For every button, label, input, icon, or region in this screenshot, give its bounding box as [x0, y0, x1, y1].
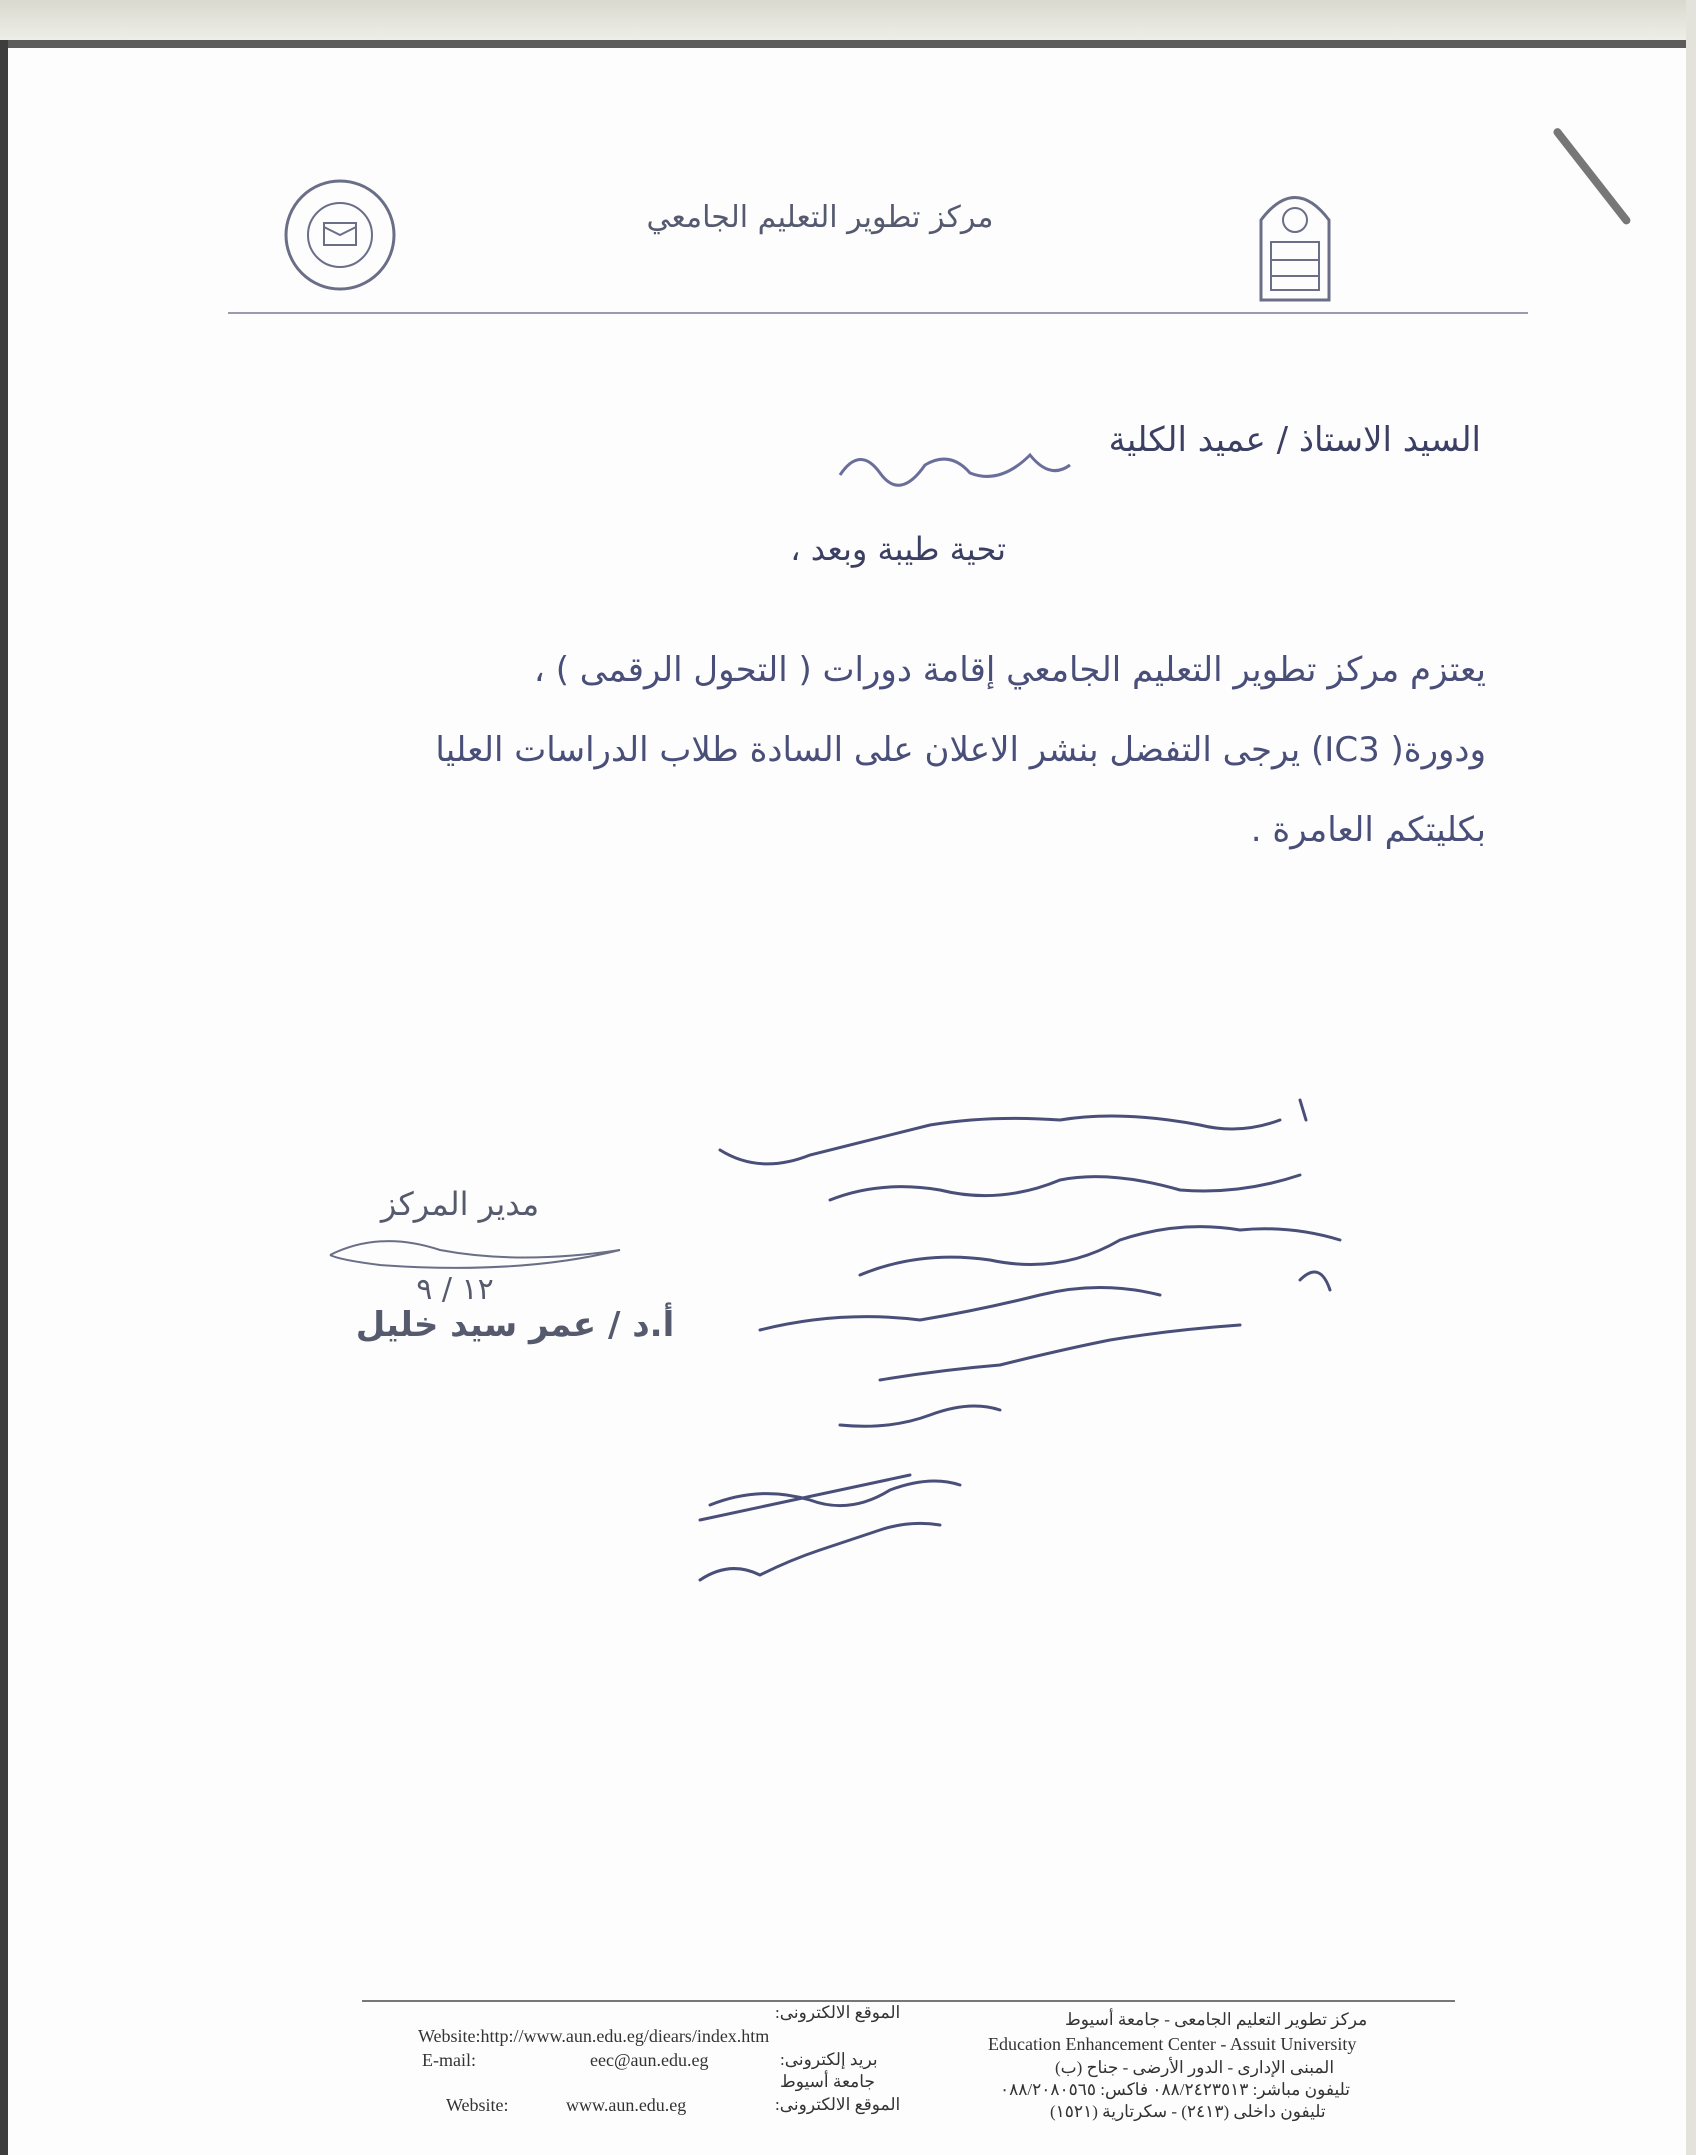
footer-email-label: E-mail: — [422, 2050, 476, 2070]
footer-center-en: Education Enhancement Center - Assuit University — [988, 2034, 1357, 2054]
footer-website: www.aun.edu.eg — [566, 2095, 687, 2115]
handwritten-faculty-name — [830, 435, 1080, 495]
body-line-2: ودورة( IC3) يرجى التفضل بنشر الاعلان على السادة طلاب الدراسات العليا — [435, 730, 1486, 770]
director-signature — [320, 1220, 630, 1280]
footer-site-label-ar: الموقع الالكترونى: — [775, 2003, 901, 2022]
footer-center-ar: مركز تطوير التعليم الجامعى - جامعة أسيوط — [1065, 2010, 1368, 2029]
body-line-3: بكليتكم العامرة . — [1250, 810, 1486, 850]
letterhead-title: مركز تطوير التعليم الجامعي — [646, 200, 994, 235]
footer-extension-ar: تليفون داخلى (٢٤١٣) - سكرتارية (١٥٢١) — [1050, 2102, 1326, 2121]
director-title: مدير المركز — [380, 1185, 540, 1223]
staple-mark — [1552, 127, 1632, 226]
footer-website-label-ar: الموقع الالكترونى: — [775, 2095, 901, 2114]
header-divider — [228, 312, 1528, 314]
addressee-line: السيد الاستاذ / عميد الكلية — [1108, 420, 1481, 460]
footer-website-label: Website: — [446, 2095, 509, 2115]
signature-date: ١٢ / ٩ — [416, 1272, 494, 1307]
scan-border-top — [0, 0, 1696, 40]
scan-border-shadow — [0, 40, 1696, 48]
handwritten-annotation — [680, 1080, 1400, 1600]
footer-phone-ar: تليفون مباشر: ٠٨٨/٢٤٢٣٥١٣ فاكس: ٠٨٨/٢٠٨٠٥٦٥ — [1000, 2080, 1351, 2099]
center-seal-logo — [280, 175, 400, 295]
greeting: تحية طيبة وبعد ، — [790, 530, 1006, 568]
footer-building-ar: المبنى الإدارى - الدور الأرضى - جناح (ب) — [1055, 2058, 1335, 2077]
scan-border-right — [1686, 0, 1696, 2155]
body-line-1: يعتزم مركز تطوير التعليم الجامعي إقامة دورات ( التحول الرقمى ) ، — [533, 650, 1486, 690]
footer-email: eec@aun.edu.eg — [590, 2050, 709, 2070]
director-name: أ.د / عمر سيد خليل — [355, 1305, 675, 1345]
footer-email-label-ar: بريد إلكترونى: — [780, 2050, 878, 2069]
footer-website-line: Website:http://www.aun.edu.eg/diears/index.htm — [418, 2026, 770, 2046]
footer-university-ar: جامعة أسيوط — [780, 2072, 875, 2091]
scan-border-left — [0, 40, 8, 2155]
footer-divider — [362, 2000, 1455, 2002]
university-logo — [1255, 180, 1335, 305]
